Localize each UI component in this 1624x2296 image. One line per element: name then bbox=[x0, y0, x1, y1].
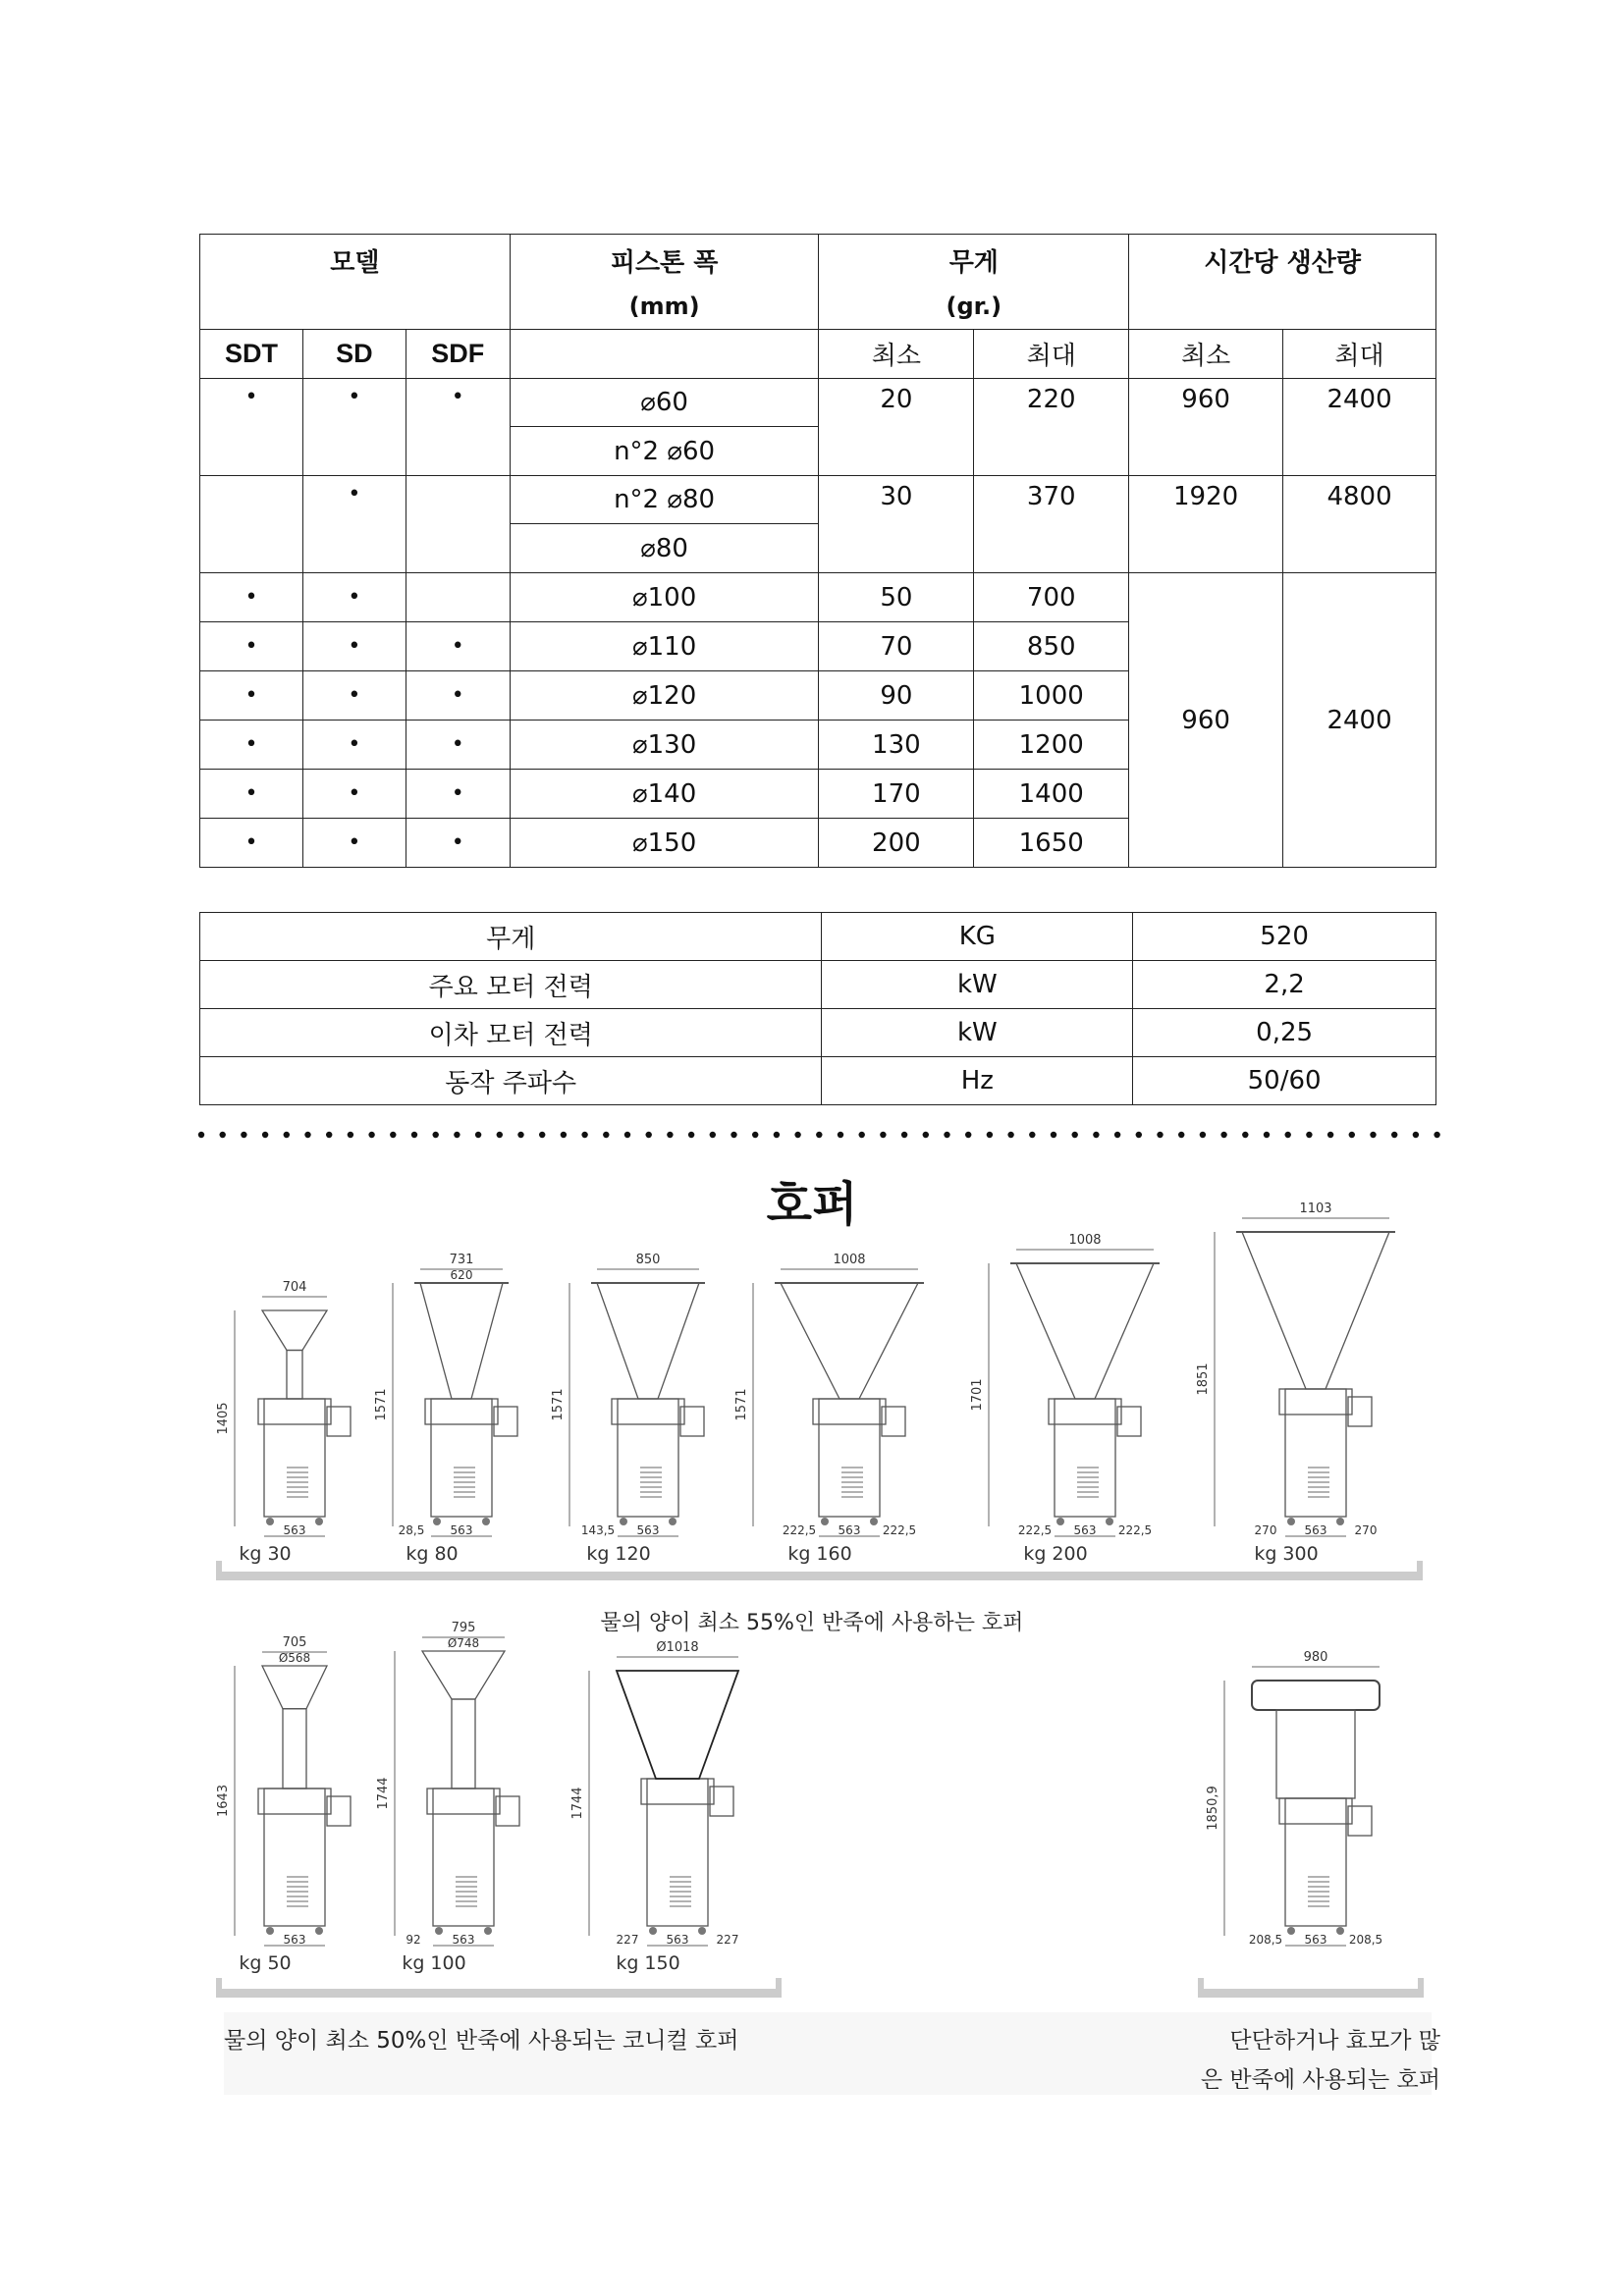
power-value: 520 bbox=[1133, 913, 1436, 961]
power-value: 2,2 bbox=[1133, 961, 1436, 1009]
r1m1-wheel bbox=[482, 1518, 490, 1525]
r2m2-wheel bbox=[698, 1927, 706, 1935]
cell-sd: • bbox=[302, 379, 406, 476]
r1m0-model-label: kg 30 bbox=[239, 1543, 292, 1565]
row2-caption-right-1: 단단하거나 효모가 많 bbox=[1229, 2028, 1440, 2054]
subheader-sd: SD bbox=[302, 330, 406, 379]
r1m5-height-label: 1851 bbox=[1196, 1362, 1211, 1396]
r1m1-wheel bbox=[433, 1518, 441, 1525]
r1m5-model-label: kg 300 bbox=[1254, 1543, 1319, 1565]
r2m2-base-label: 563 bbox=[666, 1933, 689, 1947]
r2right-base-label: 563 bbox=[1304, 1933, 1327, 1947]
power-label: 주요 모터 전력 bbox=[200, 961, 822, 1009]
r2m2-machine-head bbox=[641, 1779, 714, 1804]
row1-base-bar-cap bbox=[1417, 1561, 1423, 1580]
r2m0-wheel bbox=[315, 1927, 323, 1935]
cell-weight-min: 70 bbox=[819, 622, 974, 671]
row2-base-bar-cap bbox=[216, 1978, 222, 1998]
r1m4-side2-label: 222,5 bbox=[1117, 1523, 1153, 1537]
r1m1-machine-head bbox=[425, 1399, 498, 1424]
r1m0-wheel bbox=[315, 1518, 323, 1525]
cell-sdf: • bbox=[406, 770, 510, 819]
cell-output-min: 960 bbox=[1129, 379, 1283, 476]
cell-output-max: 2400 bbox=[1283, 379, 1436, 476]
cell-piston: ⌀60 bbox=[510, 379, 819, 427]
r1m3-machine-head bbox=[813, 1399, 886, 1424]
r2right-side2-label: 208,5 bbox=[1348, 1933, 1383, 1947]
subheader-sdf: SDF bbox=[406, 330, 510, 379]
r2m0-hopper bbox=[262, 1666, 327, 1709]
r1m1-hopper bbox=[420, 1283, 503, 1399]
cell-weight-min: 90 bbox=[819, 671, 974, 721]
r1m3-hopper bbox=[781, 1283, 918, 1399]
cell-sd: • bbox=[302, 819, 406, 868]
subheader-output-max: 최대 bbox=[1283, 330, 1436, 379]
r1m3-wheel bbox=[870, 1518, 878, 1525]
r1m2-model-label: kg 120 bbox=[586, 1543, 651, 1565]
r1m5-wheel bbox=[1336, 1518, 1344, 1525]
cell-weight-max: 850 bbox=[974, 622, 1129, 671]
r1m5-hopper bbox=[1242, 1232, 1389, 1389]
r1m1-top-label: 731 bbox=[449, 1253, 474, 1267]
r1m0-base-label: 563 bbox=[283, 1523, 306, 1537]
r1m3-side-label: 222,5 bbox=[782, 1523, 817, 1537]
r1m4-hopper bbox=[1016, 1263, 1154, 1399]
cell-sd: • bbox=[302, 622, 406, 671]
subheader-weight-max: 최대 bbox=[974, 330, 1129, 379]
r1m4-model-label: kg 200 bbox=[1023, 1543, 1088, 1565]
r2m0-machine-head bbox=[258, 1789, 331, 1814]
r2right-height-label: 1850,9 bbox=[1206, 1786, 1220, 1831]
r1m5-base-label: 563 bbox=[1304, 1523, 1327, 1537]
r1m0-hopper-neck bbox=[287, 1351, 302, 1400]
subheader-output-min: 최소 bbox=[1129, 330, 1283, 379]
r2m1-hopper bbox=[422, 1651, 505, 1699]
subheader-weight-min: 최소 bbox=[819, 330, 974, 379]
r1m0-height-label: 1405 bbox=[216, 1402, 231, 1435]
row2-caption-left: 물의 양이 최소 50%인 반죽에 사용되는 코니컬 호퍼 bbox=[224, 2028, 739, 2054]
r2m1-wheel bbox=[435, 1927, 443, 1935]
r2right-hopper-neck bbox=[1276, 1710, 1355, 1798]
power-unit: Hz bbox=[822, 1057, 1133, 1105]
cell-output-min: 960 bbox=[1129, 573, 1283, 868]
r2m1-top2-label: Ø748 bbox=[447, 1636, 480, 1650]
r2m0-wheel bbox=[266, 1927, 274, 1935]
cell-piston: ⌀130 bbox=[510, 721, 819, 770]
cell-sd: • bbox=[302, 721, 406, 770]
cell-weight-max: 1650 bbox=[974, 819, 1129, 868]
cell-weight-min: 20 bbox=[819, 379, 974, 476]
cell-sdt: • bbox=[200, 622, 303, 671]
cell-piston: ⌀150 bbox=[510, 819, 819, 868]
cell-weight-min: 170 bbox=[819, 770, 974, 819]
subheader-sdt: SDT bbox=[200, 330, 303, 379]
power-unit: KG bbox=[822, 913, 1133, 961]
r1m3-height-label: 1571 bbox=[734, 1388, 749, 1421]
r1m2-hopper bbox=[597, 1283, 699, 1399]
power-label: 무게 bbox=[200, 913, 822, 961]
r2m1-height-label: 1744 bbox=[376, 1777, 391, 1810]
r2right-side-label: 208,5 bbox=[1248, 1933, 1283, 1947]
r1m2-base-label: 563 bbox=[636, 1523, 660, 1537]
r2m0-hopper-neck bbox=[283, 1709, 306, 1789]
r1m5-side2-label: 270 bbox=[1354, 1523, 1378, 1537]
cell-sd: • bbox=[302, 770, 406, 819]
r2m1-hopper-neck bbox=[452, 1699, 475, 1789]
r2m2-hopper bbox=[617, 1671, 738, 1779]
r1m5-top-label: 1103 bbox=[1299, 1201, 1332, 1216]
cell-sdt: • bbox=[200, 721, 303, 770]
cell-sdt: • bbox=[200, 573, 303, 622]
cell-sdf: • bbox=[406, 721, 510, 770]
r2right-hopper-box bbox=[1252, 1681, 1380, 1710]
r1m3-model-label: kg 160 bbox=[787, 1543, 852, 1565]
r1m4-machine-body bbox=[1055, 1399, 1115, 1517]
r1m3-machine-body bbox=[819, 1399, 880, 1517]
cell-sd: • bbox=[302, 671, 406, 721]
cell-piston: ⌀120 bbox=[510, 671, 819, 721]
row2-right-base-bar bbox=[1200, 1989, 1422, 1998]
cell-weight-max: 370 bbox=[974, 476, 1129, 573]
r2m1-base-label: 563 bbox=[452, 1933, 475, 1947]
cell-sdt: • bbox=[200, 671, 303, 721]
cell-weight-max: 700 bbox=[974, 573, 1129, 622]
r2m1-model-label: kg 100 bbox=[402, 1952, 466, 1974]
r1m1-model-label: kg 80 bbox=[406, 1543, 459, 1565]
r2m1-machine-body bbox=[433, 1789, 494, 1926]
cell-output-max: 4800 bbox=[1283, 476, 1436, 573]
r2m1-side-label: 92 bbox=[406, 1933, 421, 1947]
row1-base-bar bbox=[218, 1572, 1421, 1580]
cell-weight-max: 1200 bbox=[974, 721, 1129, 770]
r1m0-wheel bbox=[266, 1518, 274, 1525]
power-unit: kW bbox=[822, 1009, 1133, 1057]
r2m0-machine-body bbox=[264, 1789, 325, 1926]
header-model: 모델 bbox=[200, 235, 511, 330]
cell-weight-max: 220 bbox=[974, 379, 1129, 476]
r1m2-wheel bbox=[669, 1518, 677, 1525]
r2m0-height-label: 1643 bbox=[216, 1784, 231, 1818]
header-weight: 무게 (gr.) bbox=[819, 235, 1129, 330]
cell-piston: n°2 ⌀60 bbox=[510, 427, 819, 476]
row2-caption-right-2: 은 반죽에 사용되는 호퍼 bbox=[1200, 2067, 1440, 2093]
r1m2-side-label: 143,5 bbox=[580, 1523, 616, 1537]
row2-right-base-bar-cap bbox=[1418, 1978, 1424, 1998]
r2right-top-label: 980 bbox=[1303, 1650, 1328, 1665]
cell-output-max: 2400 bbox=[1283, 573, 1436, 868]
r1m3-top-label: 1008 bbox=[833, 1253, 866, 1267]
r2m1-top-label: 795 bbox=[451, 1621, 476, 1635]
r1m2-height-label: 1571 bbox=[551, 1388, 566, 1421]
r2m2-side-label: 227 bbox=[616, 1933, 639, 1947]
r1m4-top-label: 1008 bbox=[1068, 1233, 1102, 1248]
cell-sdf: • bbox=[406, 622, 510, 671]
r1m1-side-label: 28,5 bbox=[398, 1523, 425, 1537]
r1m3-base-label: 563 bbox=[838, 1523, 861, 1537]
r1m1-height-label: 1571 bbox=[374, 1388, 389, 1421]
cell-weight-max: 1000 bbox=[974, 671, 1129, 721]
r1m2-machine-body bbox=[618, 1399, 678, 1517]
r1m0-hopper bbox=[262, 1310, 327, 1351]
r2m0-top2-label: Ø568 bbox=[278, 1651, 311, 1665]
r1m0-machine-head bbox=[258, 1399, 331, 1424]
cell-sdt: • bbox=[200, 379, 303, 476]
cell-weight-min: 200 bbox=[819, 819, 974, 868]
row1-caption: 물의 양이 최소 55%인 반죽에 사용하는 호퍼 bbox=[600, 1611, 1024, 1635]
r1m1-top2-label: 620 bbox=[450, 1268, 473, 1282]
cell-weight-min: 130 bbox=[819, 721, 974, 770]
power-value: 0,25 bbox=[1133, 1009, 1436, 1057]
r2m2-model-label: kg 150 bbox=[616, 1952, 680, 1974]
r1m2-wheel bbox=[620, 1518, 627, 1525]
r2m2-height-label: 1744 bbox=[570, 1787, 585, 1820]
power-unit: kW bbox=[822, 961, 1133, 1009]
r1m2-top-label: 850 bbox=[635, 1253, 661, 1267]
cell-sdt: • bbox=[200, 770, 303, 819]
r1m4-base-label: 563 bbox=[1073, 1523, 1097, 1537]
r1m1-machine-body bbox=[431, 1399, 492, 1517]
r1m3-side2-label: 222,5 bbox=[882, 1523, 917, 1537]
r1m4-machine-head bbox=[1049, 1399, 1121, 1424]
section-title: 호퍼 bbox=[766, 1177, 858, 1232]
cell-piston: ⌀100 bbox=[510, 573, 819, 622]
r1m4-wheel bbox=[1106, 1518, 1113, 1525]
r1m0-machine-body bbox=[264, 1399, 325, 1517]
r1m2-machine-head bbox=[612, 1399, 684, 1424]
r2m1-machine-head bbox=[427, 1789, 500, 1814]
power-value: 50/60 bbox=[1133, 1057, 1436, 1105]
r2m2-top-label: Ø1018 bbox=[656, 1640, 699, 1655]
header-output: 시간당 생산량 bbox=[1129, 235, 1436, 330]
cell-sdf: • bbox=[406, 379, 510, 476]
header-piston: 피스톤 폭 (mm) bbox=[510, 235, 819, 330]
r1m4-wheel bbox=[1056, 1518, 1064, 1525]
cell-sd: • bbox=[302, 476, 406, 573]
row2-base-bar bbox=[218, 1989, 780, 1998]
r1m0-top-label: 704 bbox=[282, 1280, 307, 1295]
r2m2-side2-label: 227 bbox=[716, 1933, 739, 1947]
row2-base-bar-cap bbox=[776, 1978, 782, 1998]
r1m1-base-label: 563 bbox=[450, 1523, 473, 1537]
row1-base-bar-cap bbox=[216, 1561, 222, 1580]
r1m5-side-label: 270 bbox=[1254, 1523, 1277, 1537]
cell-weight-max: 1400 bbox=[974, 770, 1129, 819]
r1m4-side-label: 222,5 bbox=[1017, 1523, 1053, 1537]
row2-right-base-bar-cap bbox=[1198, 1978, 1204, 1998]
r2right-wheel bbox=[1287, 1927, 1295, 1935]
r2m2-machine-body bbox=[647, 1779, 708, 1926]
cell-weight-min: 30 bbox=[819, 476, 974, 573]
cell-output-min: 1920 bbox=[1129, 476, 1283, 573]
cell-sd: • bbox=[302, 573, 406, 622]
r2m2-wheel bbox=[649, 1927, 657, 1935]
cell-weight-min: 50 bbox=[819, 573, 974, 622]
power-label: 동작 주파수 bbox=[200, 1057, 822, 1105]
r2m0-base-label: 563 bbox=[283, 1933, 306, 1947]
r1m4-height-label: 1701 bbox=[970, 1378, 985, 1412]
cell-piston: ⌀140 bbox=[510, 770, 819, 819]
cell-sdt: • bbox=[200, 819, 303, 868]
cell-sdf: • bbox=[406, 671, 510, 721]
r2m0-top-label: 705 bbox=[282, 1635, 307, 1650]
cell-piston: ⌀80 bbox=[510, 524, 819, 573]
r2m0-model-label: kg 50 bbox=[239, 1952, 292, 1974]
cell-piston: n°2 ⌀80 bbox=[510, 476, 819, 524]
cell-piston: ⌀110 bbox=[510, 622, 819, 671]
r1m5-machine-head bbox=[1279, 1389, 1352, 1415]
power-label: 이차 모터 전력 bbox=[200, 1009, 822, 1057]
r1m5-wheel bbox=[1287, 1518, 1295, 1525]
r1m3-wheel bbox=[821, 1518, 829, 1525]
r2right-wheel bbox=[1336, 1927, 1344, 1935]
cell-sdf: • bbox=[406, 819, 510, 868]
r2right-machine-head bbox=[1279, 1798, 1352, 1824]
r2m1-wheel bbox=[484, 1927, 492, 1935]
